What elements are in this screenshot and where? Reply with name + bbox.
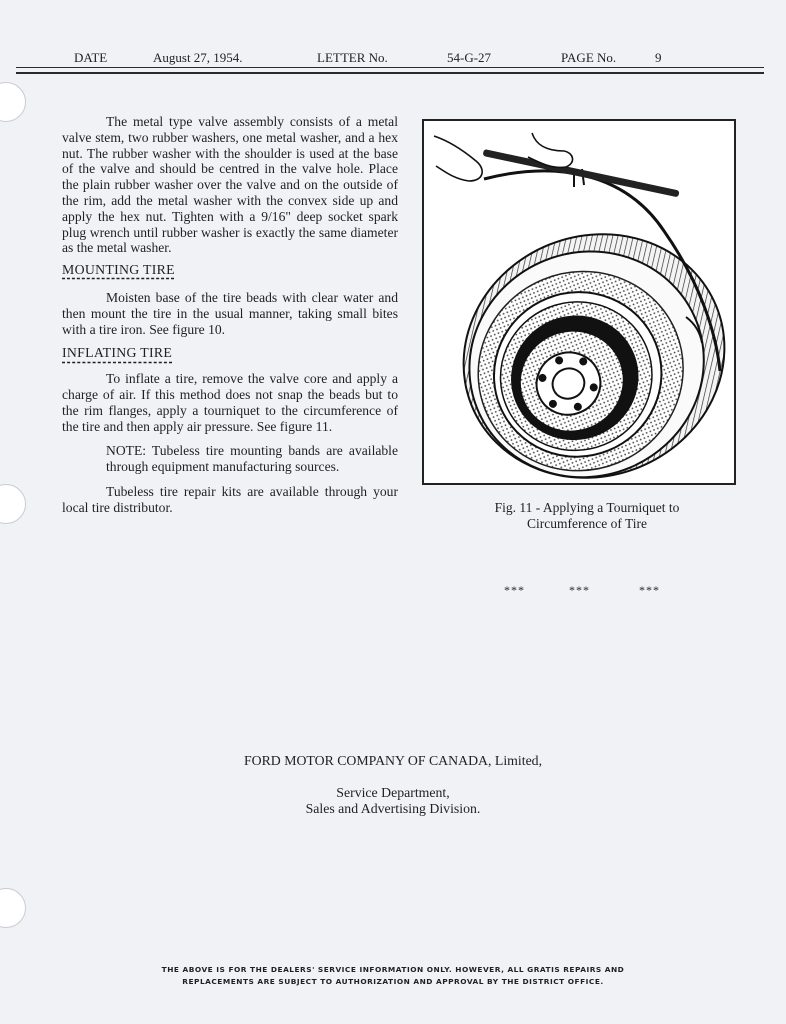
binder-hole-bottom: [0, 888, 26, 928]
mounting-tire-heading: MOUNTING TIRE: [62, 262, 175, 278]
header-rule: [16, 67, 764, 68]
valve-assembly-paragraph: The metal type valve assembly consists of a metal valve stem, two rubber washers, one metal washer, and a hex nut. The rubber washer with the shoulder is used at the base of the valve and should be centred in the valve hole. Place the plain rubber washer over the valve and on the outside of the rim, add the metal washer with the convex side up and apply the hex nut. Tighten with a 9/16" deep socket spark plug wrench until rubber washer is exactly the same diameter as the metal washer.: [62, 114, 398, 256]
inflating-tire-paragraph: To inflate a tire, remove the valve core and apply a charge of air. If this method does not snap the beads but to the rim flanges, apply a tourniquet to the circumference of the tire and then apply air pressure. See figure 11.: [62, 371, 398, 434]
separator-stars-1: ***: [504, 583, 525, 597]
mounting-bands-note: NOTE: Tubeless tire mounting bands are available through equipment manufacturing sources.: [106, 443, 398, 475]
tire: [427, 195, 734, 483]
body-column: [62, 114, 398, 516]
figure-caption-line2: Circumference of Tire: [527, 516, 647, 531]
binder-hole-middle: [0, 484, 26, 524]
header-rule-thick: [16, 72, 764, 74]
inflating-tire-heading: INFLATING TIRE: [62, 345, 173, 361]
letter-label: LETTER No.: [317, 50, 388, 65]
separator-stars-3: ***: [639, 583, 660, 597]
company-name: FORD MOTOR COMPANY OF CANADA, Limited,: [243, 753, 543, 768]
mounting-tire-paragraph: Moisten base of the tire beads with clear water and then mount the tire in the usual manner, taking small bites with a tire iron. See figure 10.: [62, 289, 398, 337]
binder-hole-top: [0, 82, 26, 122]
department-name: Service Department,: [336, 785, 450, 800]
footer-disclaimer: [0, 964, 786, 988]
separator-stars-2: ***: [569, 583, 590, 597]
figure-caption: [422, 500, 752, 532]
date-label: DATE: [74, 50, 108, 65]
page-number: 9: [655, 50, 662, 65]
figure-caption-line1: Fig. 11 - Applying a Tourniquet to: [494, 500, 680, 515]
footer-line1: THE ABOVE IS FOR THE DEALERS' SERVICE INFORMATION ONLY. HOWEVER, ALL GRATIS REPAIRS AND: [161, 965, 625, 974]
hand-left: [434, 136, 482, 181]
date-value: August 27, 1954.: [153, 50, 243, 65]
letter-number: 54-G-27: [447, 50, 492, 65]
figure-frame: [422, 119, 736, 485]
tire-tourniquet-illustration: [424, 121, 734, 483]
division-name: Sales and Advertising Division.: [305, 801, 481, 816]
page-label: PAGE No.: [561, 50, 617, 65]
repair-kits-paragraph: Tubeless tire repair kits are available through your local tire distributor.: [62, 483, 398, 515]
footer-line2: REPLACEMENTS ARE SUBJECT TO AUTHORIZATION AND APPROVAL BY THE DISTRICT OFFICE.: [182, 977, 604, 986]
